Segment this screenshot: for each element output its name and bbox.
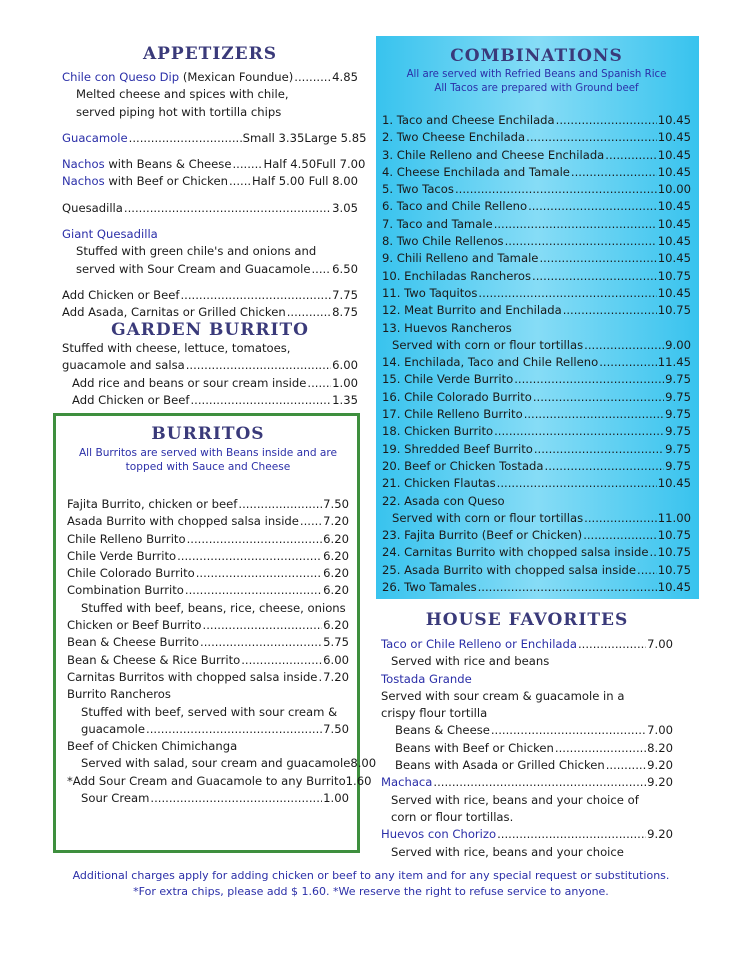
item-price: 7.50: [323, 721, 349, 736]
item-price: 10.45: [657, 164, 691, 179]
item-name: Bean & Cheese & Rice Burrito: [67, 652, 241, 667]
item-price: 10.45: [657, 113, 691, 127]
item-name: Taco or Chile Relleno or Enchilada: [381, 637, 577, 651]
menu-item: [67, 669, 349, 686]
item-name: 19. Shredded Beef Burrito: [382, 441, 533, 456]
item-price: 10.00: [657, 182, 691, 197]
item-desc: Served with rice, beans and your choice: [391, 844, 624, 859]
item-name: Combination Burrito: [67, 583, 184, 598]
item-price: 10.45: [657, 234, 691, 249]
item-name: Chile Verde Burrito: [67, 548, 177, 563]
menu-item: [381, 826, 673, 843]
menu-item: [62, 173, 358, 190]
menu-item: [382, 354, 691, 371]
combo-list: [382, 354, 691, 492]
item-name: 13. Huevos Rancheros: [382, 320, 512, 335]
menu-item: [382, 562, 691, 579]
item-name: 15. Chile Verde Burrito: [382, 372, 514, 387]
item-name: 14. Enchilada, Taco and Chile Relleno: [382, 355, 599, 370]
menu-item: [382, 423, 691, 440]
burritos-section: [53, 413, 377, 853]
item-name: Fajita Burrito, chicken or beef: [67, 497, 238, 511]
menu-item: [67, 790, 349, 807]
item-name: 11. Two Taquitos: [382, 285, 478, 300]
item-name: Chile con Queso Dip: [62, 70, 180, 84]
item-name: Beans & Cheese: [395, 723, 490, 738]
item-name: guacamole and salsa: [62, 358, 185, 373]
item-desc: served with Sour Cream and Guacamole: [76, 261, 311, 276]
item-price-full: Full 8.00: [308, 174, 358, 189]
menu-item: [382, 475, 691, 492]
menu-item: [382, 579, 691, 596]
menu-item: [67, 513, 349, 530]
appetizers-title: APPETIZERS: [142, 44, 278, 64]
menu-item: [67, 548, 349, 565]
menu-item: [381, 722, 673, 739]
garden-burrito-section: [62, 320, 358, 409]
item-price: 7.00: [647, 637, 673, 651]
item-desc: Served with rice, beans and your choice of: [391, 792, 639, 807]
item-price: 3.05: [332, 200, 358, 215]
item-name: Huevos con Chorizo: [381, 827, 497, 842]
menu-item: [382, 406, 691, 423]
item-detail: with Beef or Chicken: [104, 174, 228, 189]
item-price: 9.75: [665, 441, 691, 456]
menu-item: [67, 634, 349, 651]
item-desc: served piping hot with tortilla chips: [76, 104, 282, 119]
item-name: 6. Taco and Chile Relleno: [382, 199, 528, 214]
item-price: 9.75: [665, 424, 691, 439]
item-price: 10.45: [657, 580, 691, 595]
menu-item: [382, 198, 691, 215]
footer-line-1: Additional charges apply for adding chicken or beef to any item and for any special request or substitutions.: [72, 869, 670, 882]
menu-item: [67, 721, 349, 738]
item-name: Giant Quesadilla: [62, 227, 158, 242]
menu-item: [62, 200, 358, 217]
item-price: 7.20: [323, 514, 349, 529]
item-name: 8. Two Chile Rellenos: [382, 234, 504, 249]
item-price: 7.75: [332, 287, 358, 302]
item-price: 9.20: [647, 827, 673, 842]
item-price-half: Half 4.50: [263, 157, 317, 172]
item-price: 9.20: [647, 775, 673, 790]
menu-item: [62, 392, 358, 409]
menu-item: [382, 371, 691, 388]
menu-item: [67, 755, 377, 772]
menu-item: [62, 156, 366, 173]
menu-item: [382, 544, 691, 561]
item-name: Carnitas Burritos with chopped salsa inside: [67, 669, 318, 684]
item-price: 10.45: [657, 130, 691, 145]
item-name: Add Asada, Carnitas or Grilled Chicken: [62, 305, 286, 320]
item-price: 10.75: [657, 545, 691, 560]
menu-item: [62, 357, 358, 374]
item-desc: Served with corn or flour tortillas: [392, 510, 584, 525]
burrito-list: [67, 496, 349, 600]
garden-title: GARDEN BURRITO: [111, 320, 309, 340]
item-price: 6.50: [332, 261, 358, 276]
item-price: 10.75: [657, 303, 691, 318]
menu-item: [62, 375, 358, 392]
menu-item: [382, 302, 691, 319]
item-price: 6.00: [323, 652, 349, 667]
item-desc: corn or flour tortillas.: [391, 809, 514, 824]
menu-item: [382, 458, 691, 475]
menu-item: [381, 757, 673, 774]
item-price: 10.45: [657, 251, 691, 266]
item-price: 7.50: [323, 497, 349, 511]
menu-item: [381, 740, 673, 757]
menu-item: [67, 531, 349, 548]
item-desc: Served with corn or flour tortillas: [392, 337, 584, 352]
burritos-title: BURRITOS: [151, 424, 265, 444]
item-price: 4.85: [332, 70, 358, 84]
burritos-subtitle-2: topped with Sauce and Cheese: [125, 461, 291, 473]
menu-item: [382, 216, 691, 233]
item-desc: guacamole: [81, 721, 146, 736]
menu-item: [381, 774, 673, 791]
appetizers-section: [62, 44, 367, 322]
item-name: Add rice and beans or sour cream inside: [72, 375, 307, 390]
item-name: 4. Cheese Enchilada and Tamale: [382, 164, 570, 179]
item-price: 10.75: [657, 268, 691, 283]
item-price: 9.75: [665, 389, 691, 404]
menu-item: [382, 164, 691, 181]
item-name: 24. Carnitas Burrito with chopped salsa inside: [382, 545, 649, 560]
menu-item: [382, 285, 691, 302]
menu-item: [382, 510, 691, 527]
item-price: 10.45: [657, 476, 691, 491]
item-price: 9.75: [665, 458, 691, 473]
item-desc: Stuffed with beef, served with sour cream &: [81, 704, 338, 719]
item-name: 1. Taco and Cheese Enchilada: [382, 113, 555, 127]
menu-item: [382, 129, 691, 146]
item-name: Chicken or Beef Burrito: [67, 618, 202, 633]
item-name: 10. Enchiladas Rancheros: [382, 268, 532, 283]
combinations-section: [376, 36, 699, 599]
item-desc: Stuffed with green chile's and onions and: [76, 244, 317, 259]
menu-item: [382, 268, 691, 285]
item-price: 10.45: [657, 216, 691, 231]
item-name: 22. Asada con Queso: [382, 493, 505, 508]
menu-item: [67, 652, 349, 669]
menu-item: [382, 441, 691, 458]
item-name: 5. Two Tacos: [382, 182, 454, 197]
item-price: 8.20: [647, 740, 673, 755]
item-price: 1.00: [323, 791, 349, 806]
item-price: 6.20: [323, 531, 349, 546]
item-price: 7.00: [647, 723, 673, 738]
house-title: HOUSE FAVORITES: [425, 610, 629, 630]
item-price: 1.00: [332, 375, 358, 390]
item-desc: Served with sour cream & guacamole in a: [381, 688, 625, 703]
item-price: 10.45: [657, 285, 691, 300]
item-price: 10.45: [657, 199, 691, 214]
item-name: Tostada Grande: [381, 671, 472, 686]
item-name: 21. Chicken Flautas: [382, 476, 496, 491]
item-name: Add Chicken or Beef: [62, 287, 180, 302]
item-name: Beef of Chicken Chimichanga: [67, 739, 238, 754]
item-name: 18. Chicken Burrito: [382, 424, 494, 439]
item-name: Sour Cream: [81, 791, 150, 806]
menu-item: [67, 617, 349, 634]
item-price: 1.60: [345, 773, 372, 788]
item-name: 7. Taco and Tamale: [382, 216, 493, 231]
combo-list: [382, 112, 691, 320]
menu-item: [62, 130, 367, 147]
item-price: 6.20: [323, 548, 349, 563]
menu-item: [382, 233, 691, 250]
tostada-options: [381, 722, 673, 774]
item-note: (Mexican Foundue): [179, 70, 294, 84]
item-price-half: Half 5.00: [251, 174, 305, 189]
item-price: 5.75: [323, 635, 349, 650]
item-name: Quesadilla: [62, 200, 123, 215]
item-name: 26. Two Tamales: [382, 580, 477, 595]
item-desc: Served with rice and beans: [391, 654, 550, 669]
item-desc: Stuffed with beef, beans, rice, cheese, onions: [81, 600, 346, 615]
item-price: 10.75: [657, 528, 691, 543]
item-price: 9.00: [665, 337, 691, 352]
menu-item: [382, 112, 691, 129]
item-price: 1.35: [332, 392, 358, 407]
item-name: 12. Meat Burrito and Enchilada: [382, 303, 562, 318]
menu-item: [382, 181, 691, 198]
item-price-full: Full 7.00: [316, 157, 366, 172]
item-price: 11.45: [657, 355, 691, 370]
house-favorites-section: [381, 610, 673, 861]
item-price-large: Large 5.85: [304, 130, 367, 145]
combinations-subtitle-2: All Tacos are prepared with Ground beef: [434, 83, 639, 94]
combinations-title: COMBINATIONS: [450, 46, 623, 66]
menu-item: [62, 304, 358, 321]
item-price: 10.45: [657, 147, 691, 162]
item-desc: Stuffed with cheese, lettuce, tomatoes,: [62, 341, 291, 355]
item-price: 9.75: [665, 407, 691, 422]
menu-item: [67, 496, 349, 513]
item-price: 6.20: [323, 618, 349, 633]
item-detail: with Beans & Cheese: [104, 157, 232, 172]
item-name: Add Chicken or Beef: [72, 392, 190, 407]
item-name: 16. Chile Colorado Burrito: [382, 389, 532, 404]
menu-item: [382, 527, 691, 544]
item-name: 25. Asada Burrito with chopped salsa inside: [382, 562, 637, 577]
item-name: Beans with Asada or Grilled Chicken: [395, 758, 605, 773]
item-price: 6.20: [323, 583, 349, 598]
item-name: 3. Chile Relleno and Cheese Enchilada: [382, 147, 605, 162]
item-price: 10.75: [657, 562, 691, 577]
item-name: 23. Fajita Burrito (Beef or Chicken): [382, 528, 583, 543]
item-name: Beans with Beef or Chicken: [395, 740, 554, 755]
item-name: 20. Beef or Chicken Tostada: [382, 458, 544, 473]
item-price: 8.00: [350, 756, 377, 771]
item-price-small: Small 3.35: [242, 130, 305, 145]
item-name: Guacamole: [62, 130, 128, 145]
item-price: 6.00: [332, 358, 358, 373]
burritos-subtitle-1: All Burritos are served with Beans inside and are: [78, 447, 338, 459]
menu-item: [382, 337, 691, 354]
item-price: 8.75: [332, 305, 358, 320]
menu-item: [381, 636, 673, 653]
item-name: Chile Relleno Burrito: [67, 531, 186, 546]
item-name: 2. Two Cheese Enchilada: [382, 130, 526, 145]
item-price: 9.20: [647, 758, 673, 773]
item-name: Nachos: [62, 174, 105, 189]
menu-item: [67, 565, 349, 582]
menu-item: [67, 773, 372, 790]
footer: [40, 868, 702, 900]
item-name: *Add Sour Cream and Guacamole to any Burrito: [67, 773, 346, 788]
item-desc: Melted cheese and spices with chile,: [76, 87, 289, 102]
item-price: 11.00: [657, 510, 691, 525]
footer-line-2: *For extra chips, please add $ 1.60. *We reserve the right to refuse service to anyone.: [133, 885, 609, 898]
item-name: Bean & Cheese Burrito: [67, 635, 200, 650]
item-name: Nachos: [62, 157, 105, 172]
item-name: 17. Chile Relleno Burrito: [382, 407, 523, 422]
item-name: Machaca: [381, 775, 433, 790]
item-desc: crispy flour tortilla: [381, 706, 488, 721]
menu-item: [382, 250, 691, 267]
item-desc: Served with salad, sour cream and guacamole: [81, 756, 351, 771]
menu-item: [382, 147, 691, 164]
item-price: 9.75: [665, 372, 691, 387]
item-name: Burrito Rancheros: [67, 687, 171, 702]
item-price: 6.20: [323, 566, 349, 581]
combinations-subtitle-1: All are served with Refried Beans and Spanish Rice: [406, 69, 667, 80]
item-name: Chile Colorado Burrito: [67, 566, 195, 581]
menu-item: [382, 389, 691, 406]
menu-item: [62, 287, 358, 304]
menu-item: [62, 69, 358, 86]
burrito-list: [67, 617, 349, 686]
menu-item: [67, 582, 349, 599]
combo-list: [382, 527, 691, 596]
item-price: 7.20: [323, 669, 349, 684]
item-name: 9. Chili Relleno and Tamale: [382, 251, 539, 266]
item-name: Asada Burrito with chopped salsa inside: [67, 514, 299, 529]
menu-item: [62, 261, 358, 278]
